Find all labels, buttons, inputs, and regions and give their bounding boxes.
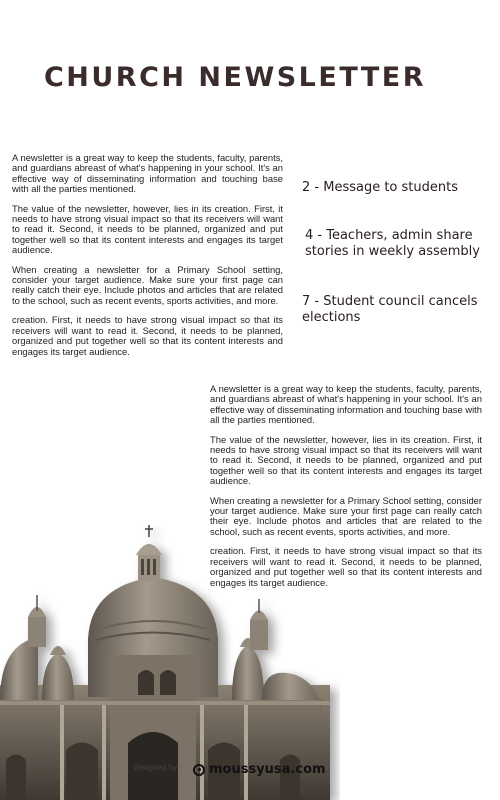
toc-item: 4 - Teachers, admin share stories in weekly assembly: [305, 228, 480, 259]
brand-watermark: [193, 762, 326, 777]
left-article-column: [12, 153, 283, 366]
article-paragraph: The value of the newsletter, however, lies in its creation. First, it needs to have strong visual impact so that its receivers will want to read it. Second, it needs to be planned, organized and put together well so that its content interests and engages its target audience.: [12, 202, 283, 256]
church-image: [0, 525, 340, 800]
article-paragraph: The value of the newsletter, however, lies in its creation. First, it needs to have strong visual impact so that its receivers will want to read it. Second, it needs to be planned, organized and put together well so that its content interests and engages its target audience.: [210, 433, 482, 487]
article-paragraph: A newsletter is a great way to keep the students, faculty, parents, and guardians abreast of what's happening in your school. It's an effective way of disseminating information and touching base with all the parties mentioned.: [12, 152, 283, 195]
article-paragraph: creation. First, it needs to have strong visual impact so that its receivers will want to read it. Second, it needs to be planned, organized and put together well so that its content interests and engages its target audience.: [12, 314, 283, 357]
toc-item: 2 - Message to students: [302, 180, 458, 195]
designer-credit-label: designed by :: [134, 763, 182, 772]
article-paragraph: When creating a newsletter for a Primary School setting, consider your target audience. Make sure your first page can really catch their eye. Include photos and articles that are related to the school, such as recent events, sports activities, and more.: [12, 263, 283, 306]
brand-name: moussyusa.com: [209, 762, 326, 777]
article-paragraph: creation. First, it needs to have strong visual impact so that its receivers will want to read it. Second, it needs to be planned, organized and put together well so that its content interests and engages its target audience.: [210, 545, 482, 588]
newsletter-title: CHURCH NEWSLETTER: [43, 62, 427, 93]
toc-item: 7 - Student council cancels elections: [302, 294, 478, 325]
article-paragraph: A newsletter is a great way to keep the students, faculty, parents, and guardians abreast of what's happening in your school. It's an effective way of disseminating information and touching base with all the parties mentioned.: [210, 383, 482, 426]
article-paragraph: When creating a newsletter for a Primary School setting, consider your target audience. Make sure your first page can really catch their eye. Include photos and articles that are related to the school, such as recent events, sports activities, and more.: [210, 494, 482, 537]
location-pin-icon: [193, 764, 205, 776]
